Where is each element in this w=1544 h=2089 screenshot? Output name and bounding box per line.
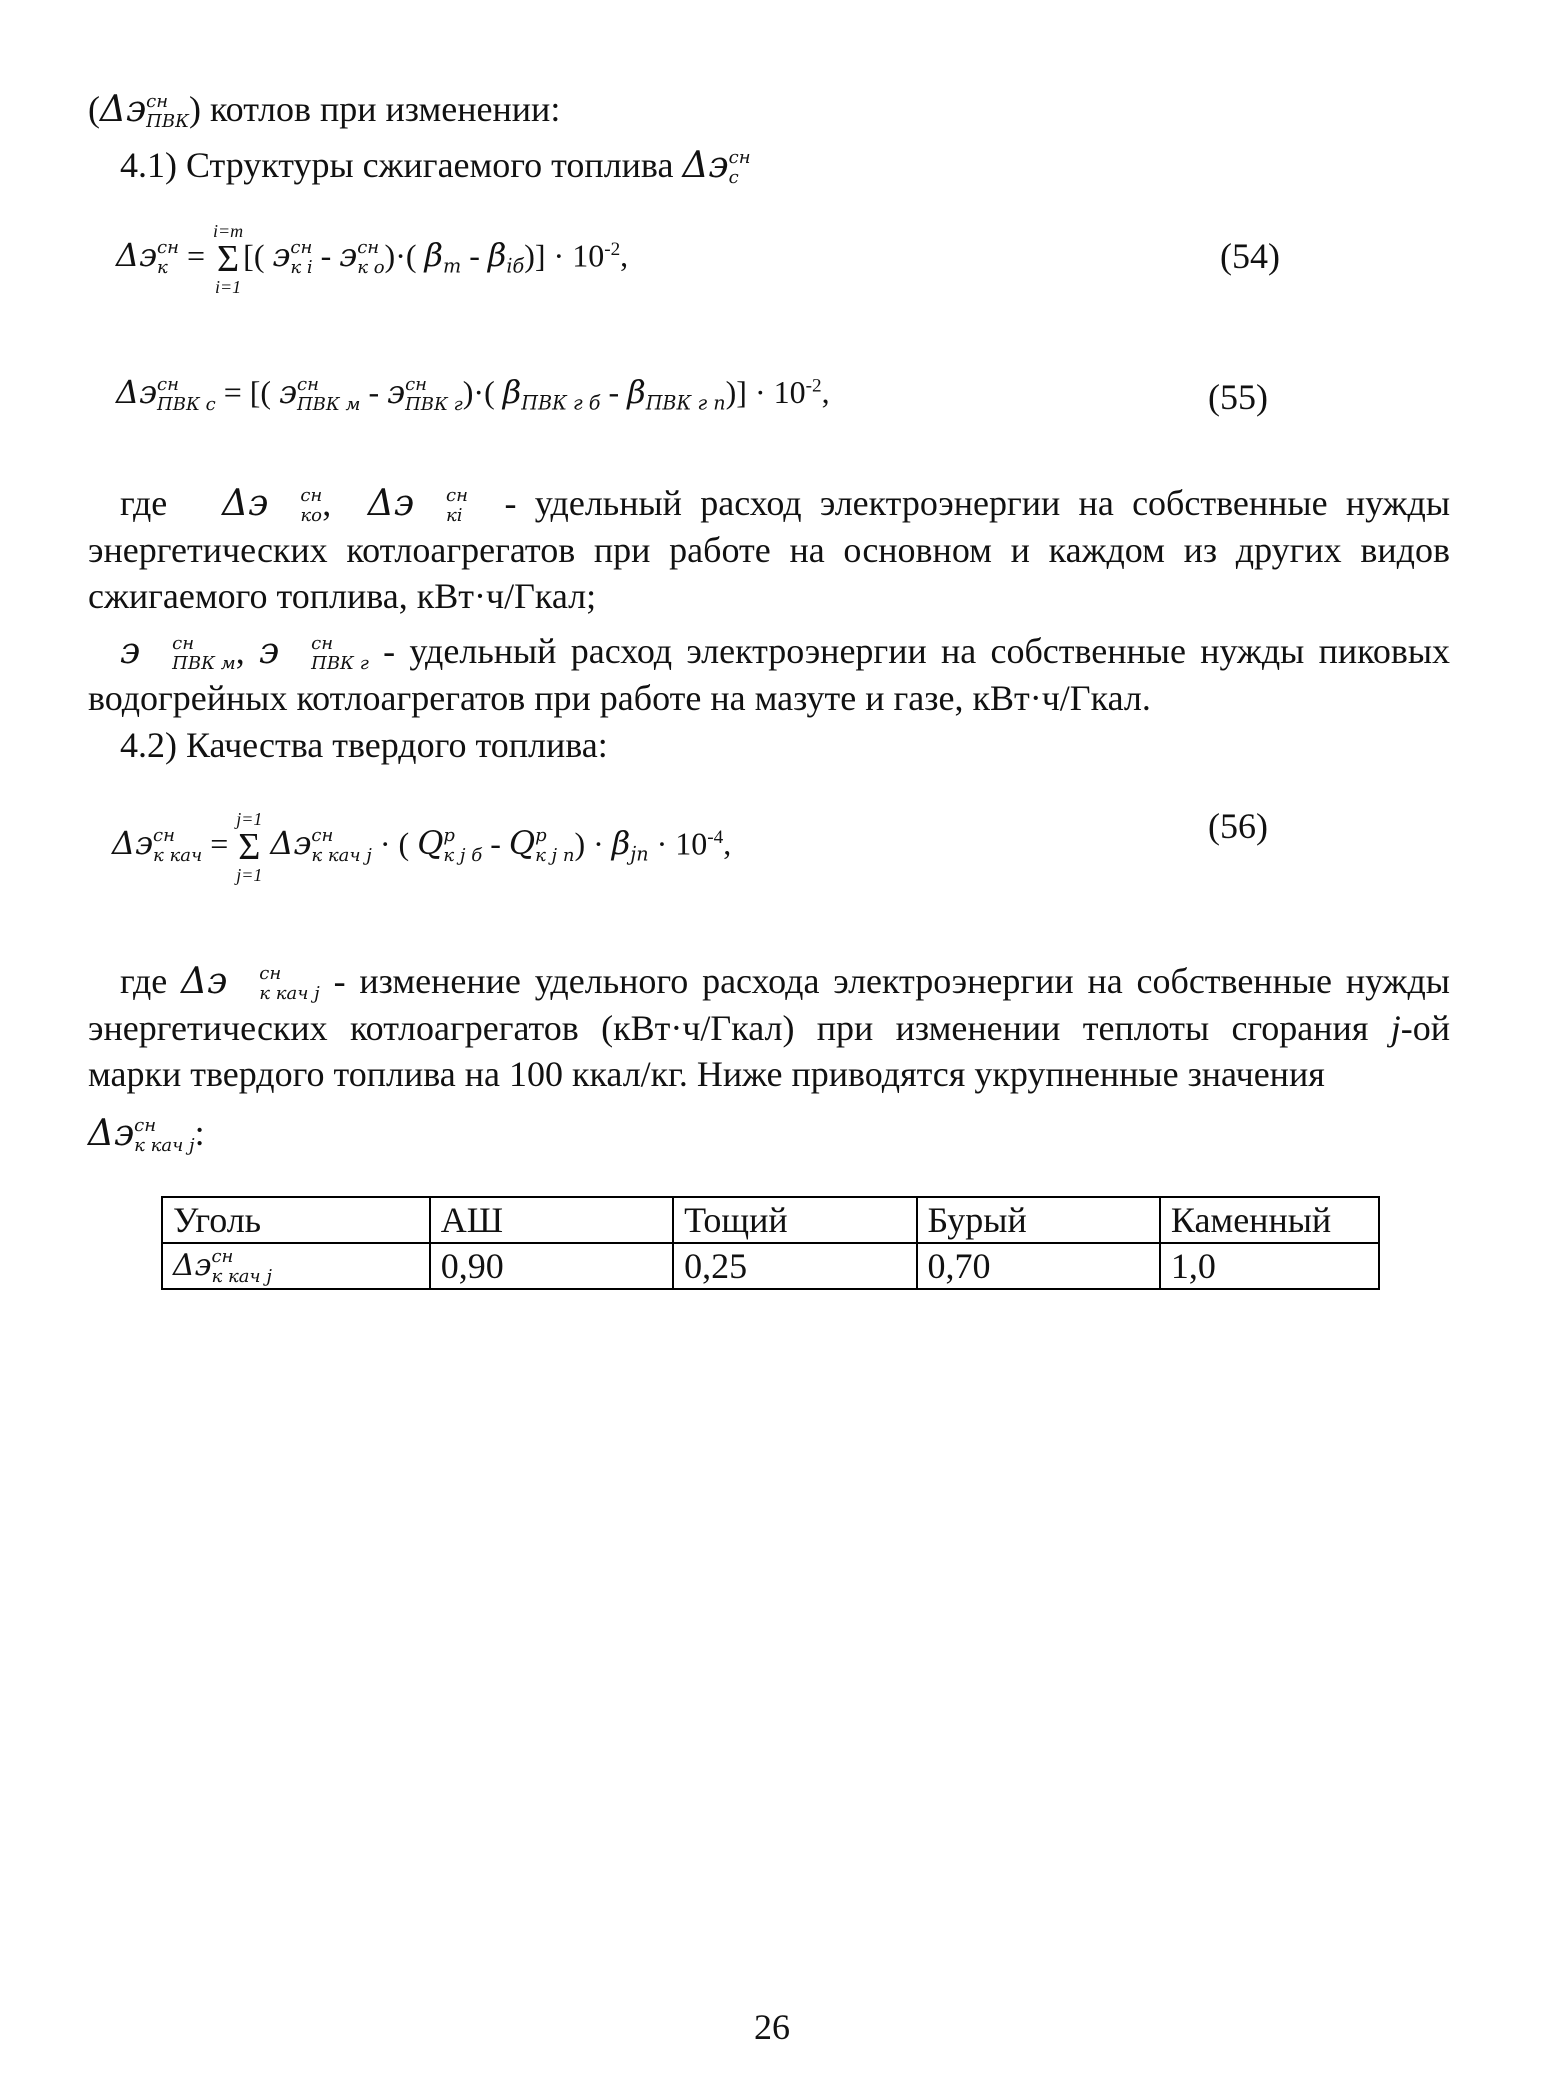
equation-number-54: (54) [1220, 236, 1280, 276]
table-header-row [162, 1197, 1379, 1243]
delta-e-ko-symbol: Δэ сн ко [222, 483, 323, 526]
e-pvk-g-symbol: э сн ПВК г [258, 631, 369, 674]
where-paragraph-3: где Δэ сн к кач j - изменение удельного расхода электроэнергии на собственные нужды энергетических котлоагрегатов (кВт·ч/Гкал) при изменении теплоты сгорания j-ой марки твердого топлива на 100 ккал/кг. Ниже приводятся укрупненные значения [88, 961, 1450, 1094]
table-cell: 0,25 [673, 1243, 916, 1289]
table-row-symbol-cell: Δэ сн к кач j [162, 1243, 430, 1289]
formula-54: Δэ сн к = i=m Σ i=1 [( э сн к i - э сн к o )·( $\beta_m - \beta_{iб})] \cdot 10^{-2}$, [116, 221, 629, 297]
delta-e-ki-symbol: Δэ сн кi [367, 483, 468, 526]
coal-table [161, 1196, 1380, 1290]
intro-text: ) котлов при изменении: [189, 89, 561, 129]
item-4-2-label: 4.2) Качества твердого топлива: [120, 725, 608, 765]
table-cell: 0,70 [917, 1243, 1160, 1289]
delta-e-kkach-j-symbol-2: Δэ сн к кач j [88, 1113, 195, 1156]
delta-e-kkach-j-symbol: Δэ сн к кач j [181, 961, 320, 1004]
intro-line: (Δэ сн ПВК ) котлов при изменении: [88, 89, 561, 132]
delta-e-pvk-symbol: Δэ сн ПВК [100, 89, 190, 132]
where-paragraph-2-text: - удельный расход электроэнергии на собственные нужды пиковых водогрейных котлоагрегатов при работе на мазуте и газе, кВт·ч/Гкал. [88, 631, 1451, 718]
item-4-1 [120, 142, 751, 189]
formula-56: Δэ сн к кач = j=1 Σ j=1 Δэ сн к кач j · ( Q p к j б - Q p к j п ) · $\beta_{jп} \cdot 10^{-4}$, [112, 809, 732, 885]
where-paragraph-1: где Δэ сн ко , Δэ сн кi - удельный расход электроэнергии на собственные нужды энергетических котлоагрегатов при работе на основном и каждом из других видов сжигаемого топлива, кВт·ч/Гкал; [88, 483, 1451, 616]
where-paragraph-3-symbol-line: Δэ сн к кач j : [88, 1113, 205, 1156]
table-header-cell: Тощий [673, 1197, 916, 1243]
item-4-1-label: 4.1) Структуры сжигаемого топлива [120, 145, 674, 185]
where-paragraph-3-text-b: -ой марки твердого топлива на 100 ккал/кг. Ниже приводятся укрупненные значения [88, 1008, 1450, 1094]
table-row [162, 1243, 1379, 1289]
delta-e-c-symbol: Δэ сн с [682, 145, 751, 188]
table-header-cell: АШ [430, 1197, 673, 1243]
equation-number-56: (56) [1208, 806, 1268, 846]
table-cell: 1,0 [1160, 1243, 1379, 1289]
table-cell: 0,90 [430, 1243, 673, 1289]
table-header-cell: Бурый [917, 1197, 1160, 1243]
formula-55: Δэ сн ПВК с = [( э сн ПВК м - э сн ПВК г )·( $\beta_{ПВК г б} - \beta_{ПВК г п})] \cdot 10^{-2}$, [116, 373, 830, 415]
equation-number-55: (55) [1208, 377, 1268, 417]
where-paragraph-2: э сн ПВК м , э сн ПВК г - удельный расход электроэнергии на собственные нужды пиковых водогрейных котлоагрегатов при работе на мазуте и газе, кВт·ч/Гкал. [88, 631, 1451, 718]
where-paragraph-1-text: - удельный расход электроэнергии на собственные нужды энергетических котлоагрегатов при работе на основном и каждом из других видов сжигаемого топлива, кВт·ч/Гкал; [88, 483, 1451, 616]
where-paragraph-3-text-a: - изменение удельного расхода электроэнергии на собственные нужды энергетических котлоагрегатов (кВт·ч/Гкал) при изменении теплоты сгорания [88, 961, 1450, 1048]
table-header-cell: Каменный [1160, 1197, 1379, 1243]
page-number: 26 [754, 2007, 790, 2047]
item-4-2 [120, 722, 608, 768]
where-paragraph-3-j: j [1390, 1008, 1401, 1048]
table-header-cell: Уголь [162, 1197, 430, 1243]
e-pvk-m-symbol: э сн ПВК м [120, 631, 236, 674]
